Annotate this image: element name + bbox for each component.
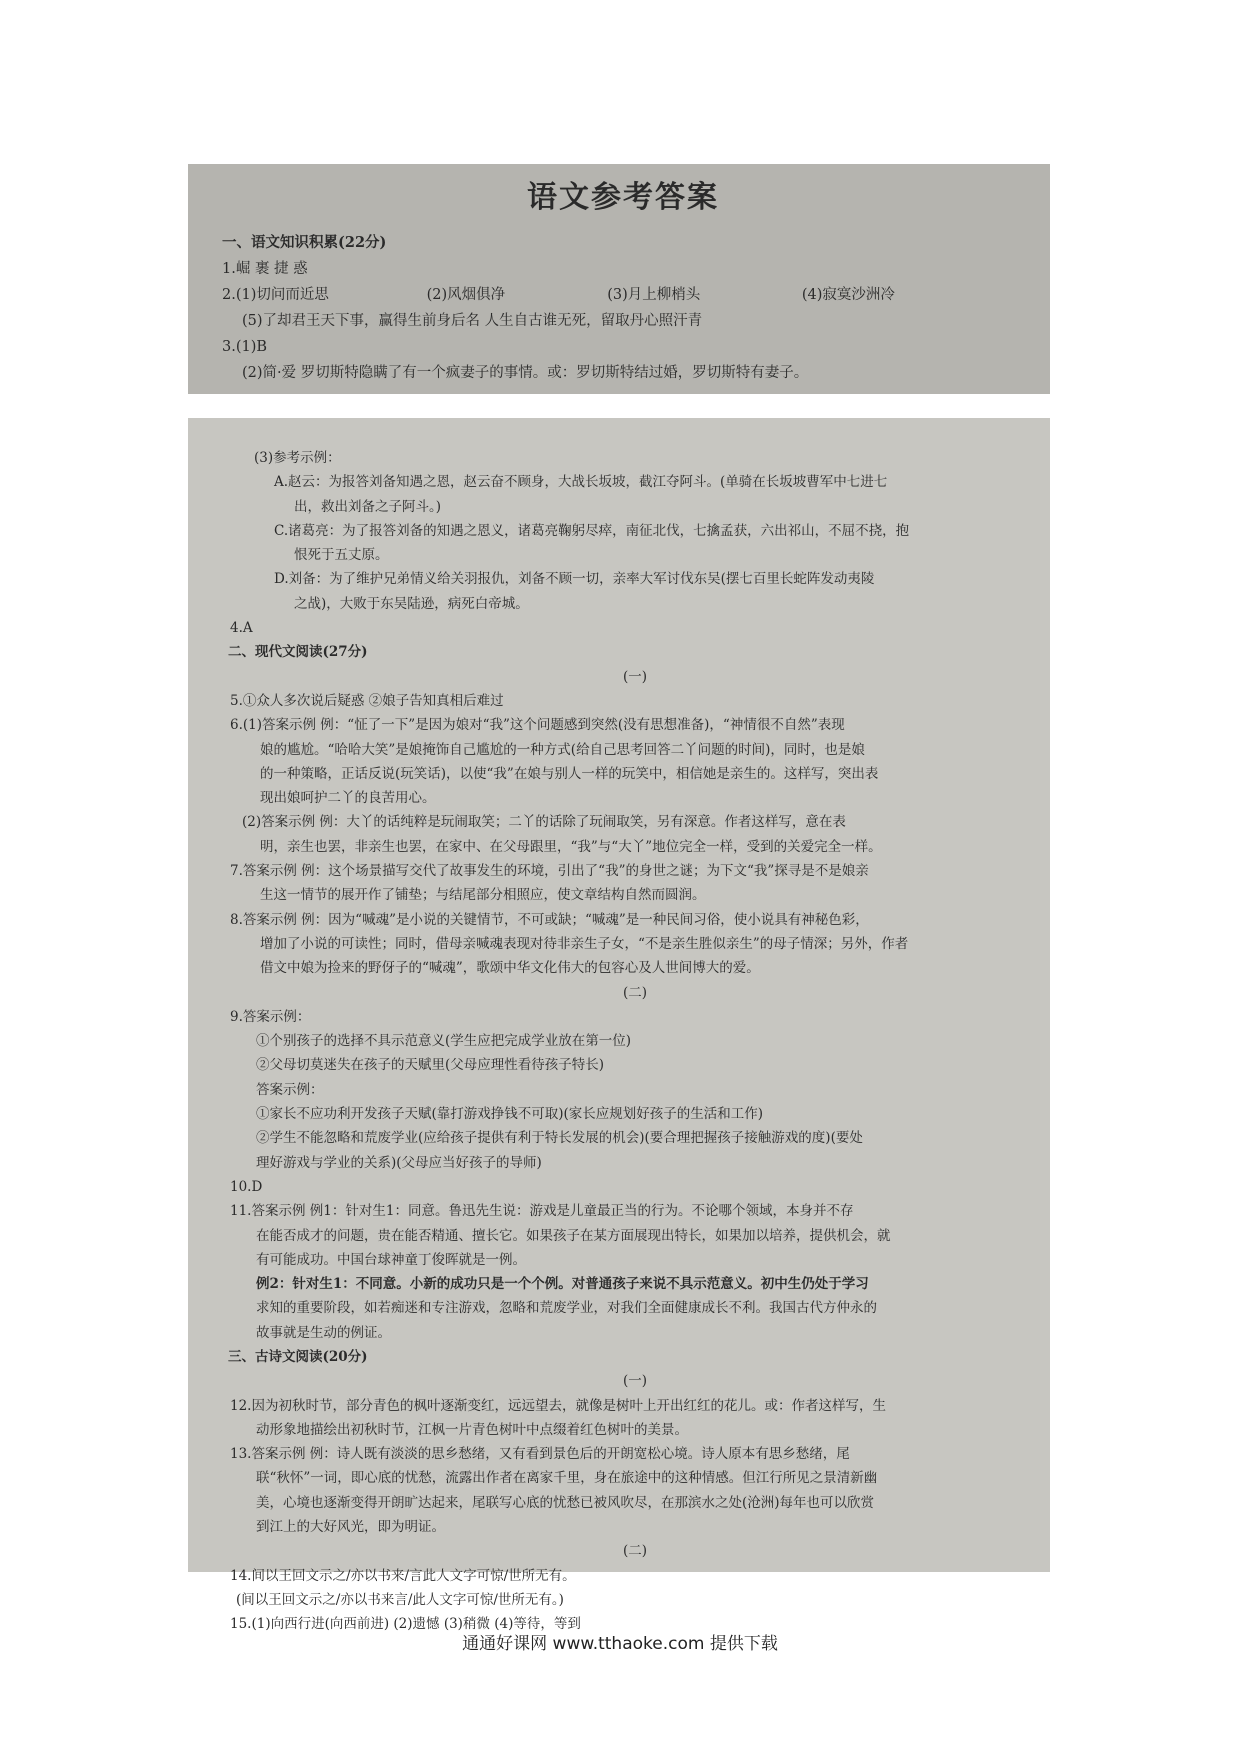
answer-line: 3.(1)B — [222, 339, 268, 355]
answer-line: 明，亲生也罢，非亲生也罢，在家中、在父母跟里，“我”与“大丫”地位完全一样，受到的关爱完全一样。 — [260, 838, 882, 855]
answer-line: ①家长不应功利开发孩子天赋(靠打游戏挣钱不可取)(家长应规划好孩子的生活和工作) — [256, 1106, 764, 1123]
answer-line-q2 — [222, 282, 1024, 308]
answer-line: (3)参考示例： — [254, 450, 341, 466]
answer-line: 的一种策略，正话反说(玩笑话)，以使“我”在娘与别人一样的玩笑中，相信她是亲生的。这样写，突出表 — [260, 765, 879, 782]
answer-line: ②父母切莫迷失在孩子的天赋里(父母应理性看待孩子特长) — [256, 1057, 605, 1074]
answer-line: 5.①众人多次说后疑惑 ②娘子告知真相后难过 — [230, 692, 504, 709]
answer-fragment: 2.(1)切问而近思 — [222, 287, 329, 303]
answer-line: 11.答案示例 例1：针对生1：同意。鲁迅先生说：游戏是儿童最正当的行为。不论哪个领域，本身并不存 — [230, 1203, 854, 1220]
answer-line: (2)简·爱 罗切斯特隐瞒了有一个疯妻子的事情。或：罗切斯特结过婚，罗切斯特有妻子。 — [242, 365, 809, 381]
answer-line: 1.崛 裹 捷 惑 — [222, 261, 308, 277]
answer-line: 出，救出刘备之子阿斗。) — [294, 498, 442, 515]
answer-line: 在能否成才的问题，贵在能否精通、擅长它。如果孩子在某方面展现出特长，如果加以培养，提供机会，就 — [256, 1227, 891, 1244]
answer-line: 6.(1)答案示例 例：“怔了一下”是因为娘对“我”这个问题感到突然(没有思想准备)，“神情很不自然”表现 — [230, 717, 845, 734]
answer-line: 14.间以王回文示之/亦以书来/言此人文字可惊/世所无有。 — [230, 1567, 576, 1584]
answer-line: 增加了小说的可读性；同时，借母亲喊魂表现对待非亲生子女，“不是亲生胜似亲生”的母子情深；另外，作者 — [260, 935, 909, 952]
answer-line: 生这一情节的展开作了铺垫；与结尾部分相照应，使文章结构自然而圆润。 — [260, 887, 706, 904]
answer-line: 动形象地描绘出初秋时节，江枫一片青色树叶中点缀着红色树叶的美景。 — [256, 1421, 688, 1438]
answer-line: 联“秋怀”一词，即心底的忧愁，流露出作者在离家千里，身在旅途中的这种情感。但江行所见之景清新幽 — [256, 1470, 878, 1487]
answer-line: 例2：针对生1：不同意。小新的成功只是一个个例。对普通孩子来说不具示范意义。初中生仍处于学习 — [256, 1276, 869, 1293]
subsection-heading: (一) — [622, 1373, 648, 1390]
answer-line: C.诸葛亮：为了报答刘备的知遇之恩义，诸葛亮鞠躬尽瘁，南征北伐，七擒孟获，六出祁山，不屈不挠，抱 — [274, 522, 910, 539]
answer-line: 4.A — [230, 620, 253, 637]
section-heading: 二、现代文阅读(27分) — [228, 644, 368, 661]
answer-fragment: (4)寂寞沙洲冷 — [801, 287, 895, 303]
subsection-heading: (一) — [622, 668, 648, 685]
answer-line: 借文中娘为捡来的野伢子的“喊魂”，歌颂中华文化伟大的包容心及人世间博大的爱。 — [260, 960, 760, 977]
answer-line: 娘的尴尬。“哈哈大笑”是娘掩饰自己尴尬的一种方式(给自己思考回答二丫问题的时间)，同时，也是娘 — [260, 741, 865, 758]
answer-line: 现出娘呵护二丫的良苦用心。 — [260, 790, 436, 807]
answer-line: 13.答案示例 例：诗人既有淡淡的思乡愁绪，又有看到景色后的开朗宽松心境。诗人原本有思乡愁绪，尾 — [230, 1446, 850, 1463]
answer-line: 12.因为初秋时节，部分青色的枫叶逐渐变红，远远望去，就像是树叶上开出红红的花儿。或：作者这样写，生 — [230, 1397, 886, 1414]
answer-line: 7.答案示例 例：这个场景描写交代了故事发生的环境，引出了“我”的身世之谜；为下文“我”探寻是不是娘亲 — [230, 863, 869, 880]
answer-line: 9.答案示例： — [230, 1008, 311, 1025]
subsection-heading: (二) — [622, 1543, 648, 1560]
answer-line: 15.(1)向西行进(向西前进) (2)遗憾 (3)稍微 (4)等待，等到 — [230, 1616, 581, 1633]
answer-line: ②学生不能忽略和荒废学业(应给孩子提供有利于特长发展的机会)(要合理把握孩子接触游戏的度)(要处 — [256, 1130, 863, 1147]
answer-line: D.刘备：为了维护兄弟情义给关羽报仇，刘备不顾一切，亲率大军讨伐东吴(摆七百里长蛇阵发动夷陵 — [274, 571, 875, 588]
scanned-photo-top — [188, 164, 1050, 394]
section-heading: 一、语文知识积累(22分) — [222, 234, 387, 251]
scanned-photo-bottom — [188, 418, 1050, 1633]
answer-line: 故事就是生动的例证。 — [256, 1324, 391, 1341]
answer-line: A.赵云：为报答刘备知遇之恩，赵云奋不顾身，大战长坂坡，截江夺阿斗。(单骑在长坂坡曹军中七进七 — [274, 474, 888, 491]
answer-line: 到江上的大好风光，即为明证。 — [256, 1519, 445, 1536]
answer-line: 8.答案示例 例：因为“喊魂”是小说的关键情节，不可或缺；“喊魂”是一种民间习俗，使小说具有神秘色彩， — [230, 911, 869, 928]
answer-line: 理好游戏与学业的关系)(父母应当好孩子的导师) — [256, 1154, 542, 1171]
answer-fragment: (2)风烟俱净 — [426, 287, 506, 303]
document-title: 语文参考答案 — [527, 180, 719, 215]
answer-line: 10.D — [230, 1178, 263, 1195]
answer-line: (2)答案示例 例：大丫的话纯粹是玩闹取笑；二丫的话除了玩闹取笑，另有深意。作者这样写，意在表 — [242, 814, 846, 831]
answer-line: 有可能成功。中国台球神童丁俊晖就是一例。 — [256, 1251, 526, 1268]
answer-line: 恨死于五丈原。 — [294, 547, 389, 564]
answer-line: ①个别孩子的选择不具示范意义(学生应把完成学业放在第一位) — [256, 1033, 632, 1050]
answer-line: 美，心境也逐渐变得开朗旷达起来，尾联写心底的忧愁已被风吹尽，在那滨水之处(沧洲)每年也可以欣赏 — [256, 1494, 875, 1511]
answer-line: (5)了却君王天下事，赢得生前身后名 人生自古谁无死，留取丹心照汗青 — [242, 313, 703, 329]
section-heading: 三、古诗文阅读(20分) — [228, 1348, 368, 1365]
answer-line: 求知的重要阶段，如若痴迷和专注游戏，忽略和荒废学业，对我们全面健康成长不利。我国古代方仲永的 — [256, 1300, 877, 1317]
answer-line: 答案示例： — [256, 1081, 324, 1098]
download-footer: 通通好课网 www.tthaoke.com 提供下载 — [462, 1634, 778, 1654]
answer-line: 之战)，大败于东吴陆逊，病死白帝城。 — [294, 595, 529, 612]
answer-fragment: (3)月上柳梢头 — [607, 287, 701, 303]
subsection-heading: (二) — [622, 984, 648, 1001]
answer-line: (间以王回文示之/亦以书来言/此人文字可惊/世所无有。) — [236, 1591, 564, 1608]
